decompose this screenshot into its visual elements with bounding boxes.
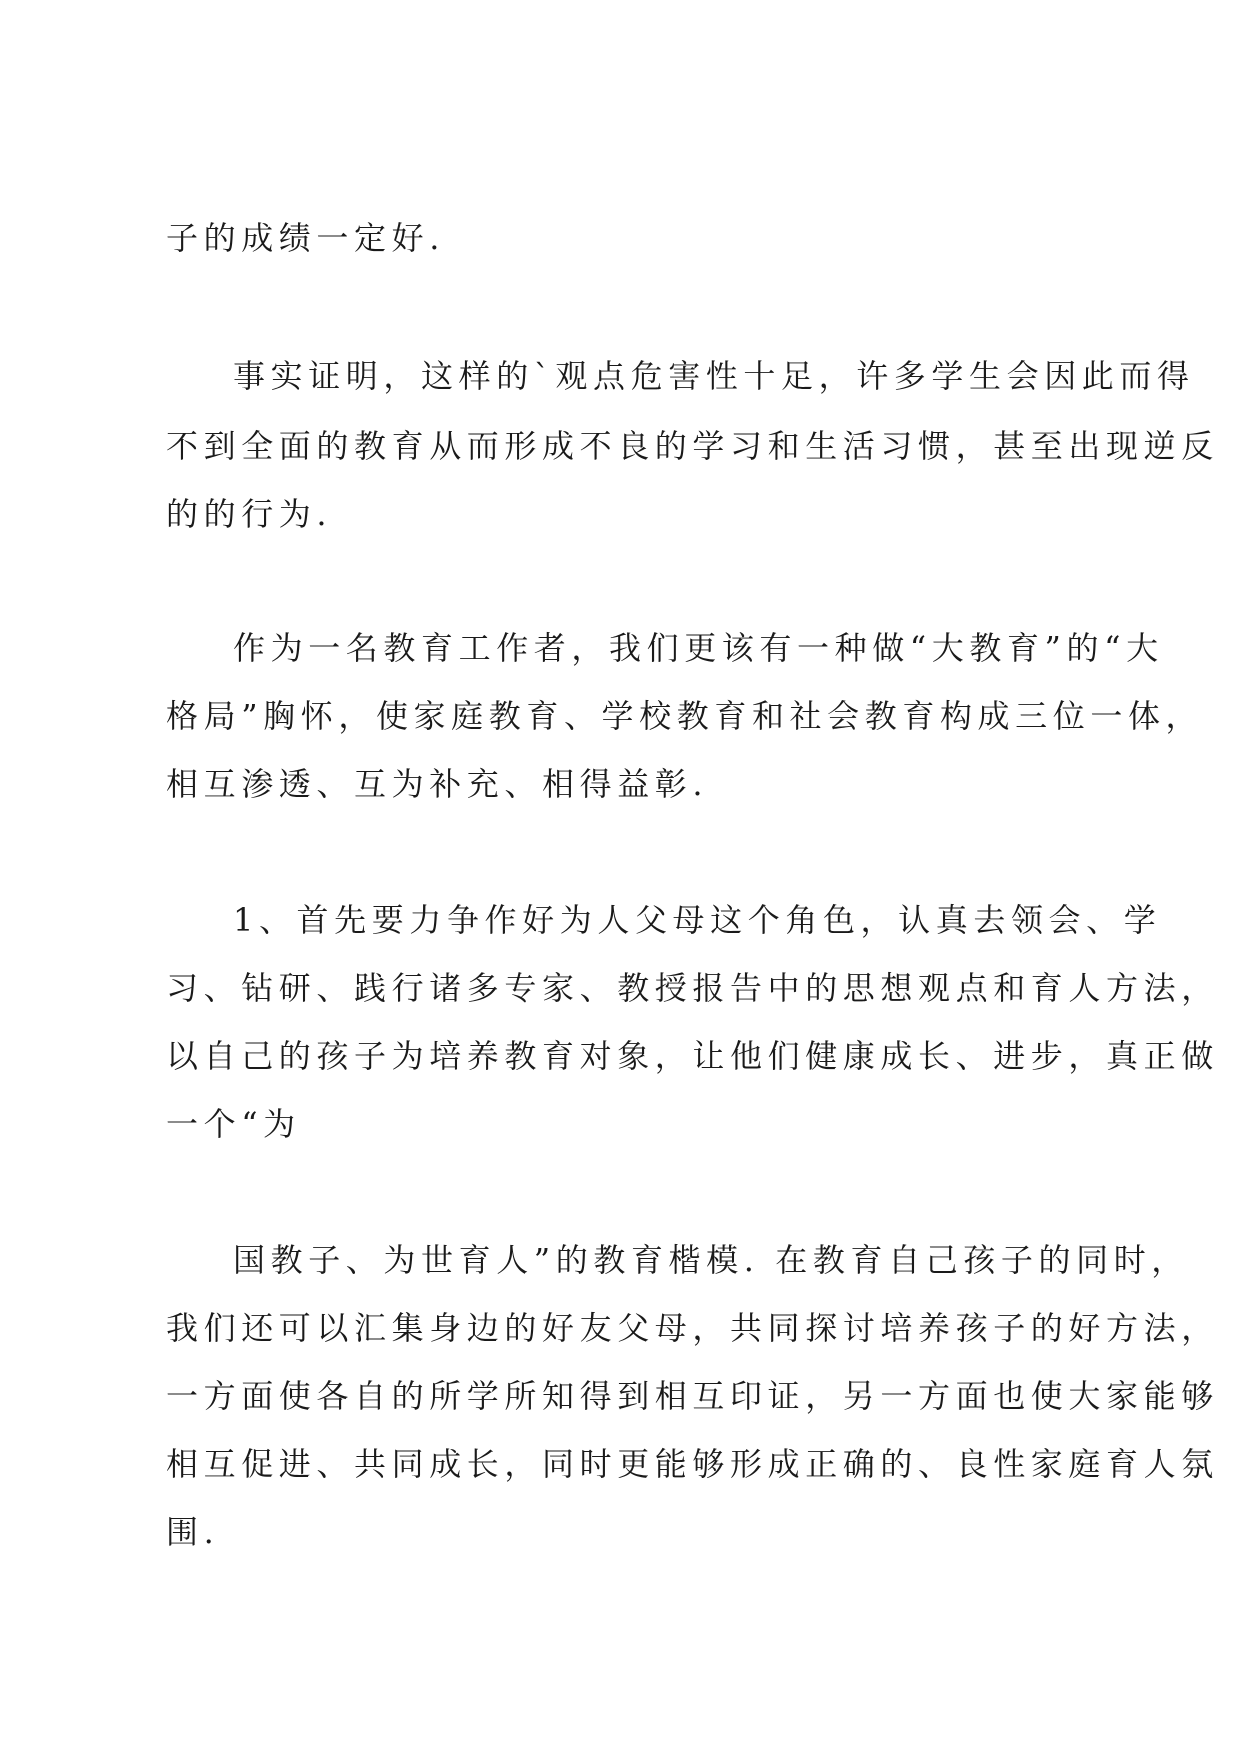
paragraph-3-line-1: 作为一名教育工作者，我们更该有一种做“大教育”的“大 (233, 629, 1164, 667)
paragraph-4-line-2: 习、钻研、践行诸多专家、教授报告中的思想观点和育人方法， (166, 969, 1219, 1007)
paragraph-5-line-1: 国教子、为世育人”的教育楷模. 在教育自己孩子的同时， (233, 1241, 1189, 1279)
paragraph-3-line-3: 相互渗透、互为补充、相得益彰. (166, 765, 709, 803)
paragraph-3-line-2: 格局”胸怀，使家庭教育、学校教育和社会教育构成三位一体， (166, 697, 1204, 735)
paragraph-4-line-1: 1、首先要力争作好为人父母这个角色，认真去领会、学 (233, 901, 1162, 939)
paragraph-2-line-2: 不到全面的教育从而形成不良的学习和生活习惯，甚至出现逆反 (166, 427, 1219, 465)
paragraph-2-line-3: 的的行为. (166, 495, 333, 533)
paragraph-2-line-1: 事实证明，这样的`观点危害性十足，许多学生会因此而得 (233, 357, 1195, 395)
paragraph-5-line-4: 相互促进、共同成长，同时更能够形成正确的、良性家庭育人氛 (166, 1445, 1219, 1483)
paragraph-5-line-5: 围. (166, 1513, 220, 1551)
paragraph-4-line-3: 以自己的孩子为培养教育对象，让他们健康成长、进步，真正做 (166, 1037, 1219, 1075)
paragraph-5-line-2: 我们还可以汇集身边的好友父母，共同探讨培养孩子的好方法， (166, 1309, 1219, 1347)
paragraph-1-line-1: 子的成绩一定好. (166, 219, 445, 257)
paragraph-4-line-4: 一个“为 (166, 1105, 301, 1143)
paragraph-5-line-3: 一方面使各自的所学所知得到相互印证，另一方面也使大家能够 (166, 1377, 1219, 1415)
